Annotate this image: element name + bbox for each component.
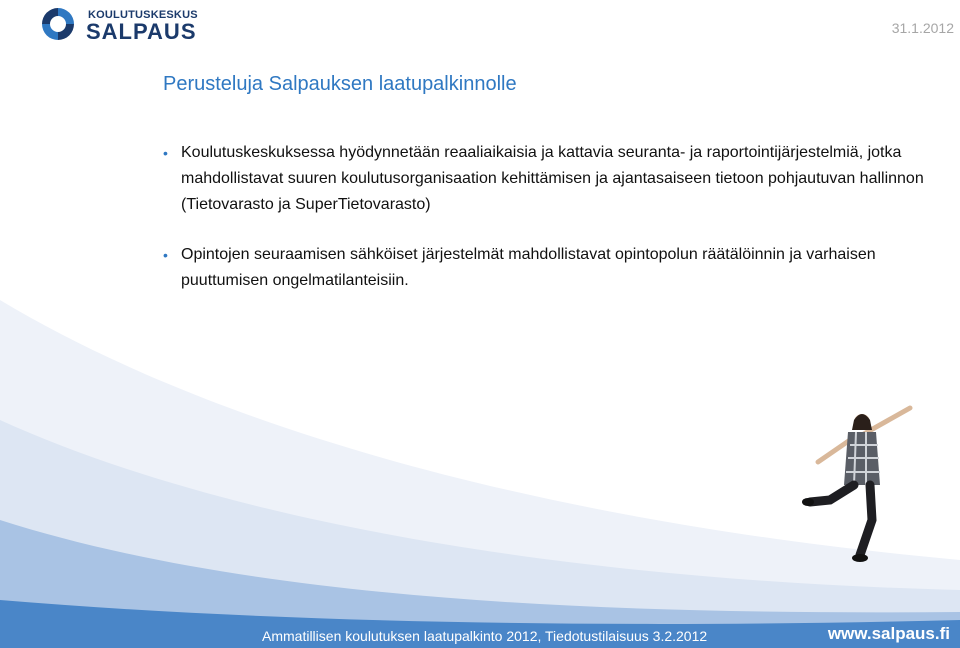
bullet-list [163,140,953,318]
bullet-text: Opintojen seuraamisen sähköiset järjestelmät mahdollistavat opintopolun räätälöinnin ja varhaisen puuttumisen ongelmatilanteisiin. [181,246,876,289]
footer-url[interactable]: www.salpaus.fi [827,624,950,643]
bullet-item [163,140,953,218]
logo-top-text: KOULUTUSKESKUS [88,9,198,21]
logo-main-text: SALPAUS [86,19,197,44]
bullet-item [163,242,953,294]
jumping-person-photo [800,390,930,565]
bullet-dot-icon: • [163,145,168,161]
salpaus-logo-icon [38,4,78,44]
salpaus-logo [38,4,198,44]
bullet-dot-icon: • [163,247,168,263]
slide-date: 31.1.2012 [891,20,954,36]
bullet-text: Koulutuskeskuksessa hyödynnetään reaaliaikaisia ja kattavia seuranta- ja raportointijärjestelmiä, jotka mahdollistavat suuren koulutusorganisaation kehittämisen ja ajantasaiseen tietoon pohjautuvan hallinnon (Tietovarasto ja SuperTietovarasto) [181,144,924,213]
slide-title: Perusteluja Salpauksen laatupalkinnolle [163,73,517,95]
footer-text: Ammatillisen koulutuksen laatupalkinto 2012, Tiedotustilaisuus 3.2.2012 [262,628,708,644]
